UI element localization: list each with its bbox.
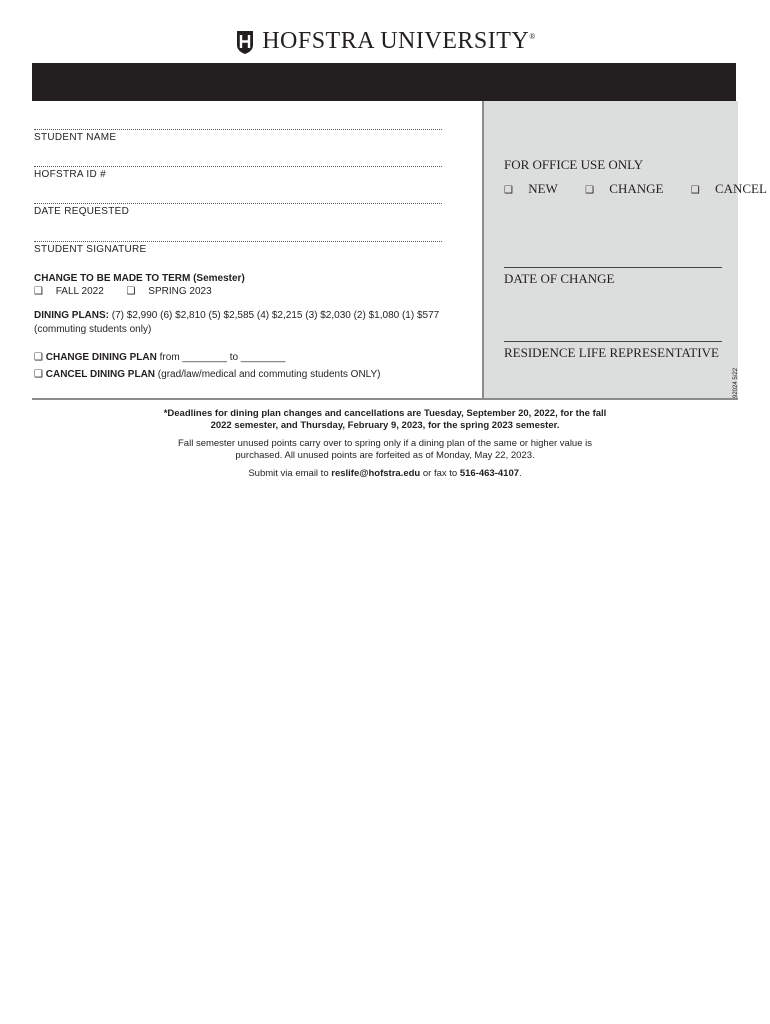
checkbox-icon[interactable]: ❑ bbox=[585, 185, 595, 196]
term-option-spring[interactable]: ❑ SPRING 2023 bbox=[126, 286, 212, 297]
email-link[interactable]: reslife@hofstra.edu bbox=[331, 468, 421, 479]
title-band bbox=[32, 63, 736, 101]
form-code: 92024 5/22 bbox=[733, 367, 739, 398]
date-of-change-label: DATE OF CHANGE bbox=[504, 271, 615, 286]
page-header bbox=[0, 28, 770, 60]
representative-line[interactable] bbox=[504, 341, 722, 342]
submit-note: Submit via email to reslife@hofstra.edu or fax to 516-463-4107. bbox=[248, 468, 522, 479]
student-signature-line[interactable] bbox=[34, 241, 442, 242]
dining-plans-text: DINING PLANS: (7) $2,990 (6) $2,810 (5) $2,585 (4) $2,215 (3) $2,030 (2) $1,080 (1) $577 (commuting students only) bbox=[34, 310, 440, 335]
hofstra-id-line[interactable] bbox=[34, 166, 442, 167]
representative-label: RESIDENCE LIFE REPRESENTATIVE bbox=[504, 345, 719, 360]
student-name-line[interactable] bbox=[34, 129, 442, 130]
notes-section bbox=[0, 408, 770, 486]
term-section-title: CHANGE TO BE MADE TO TERM (Semester) bbox=[34, 273, 245, 284]
date-requested-label: DATE REQUESTED bbox=[34, 206, 130, 217]
checkbox-icon[interactable]: ❑ bbox=[34, 369, 43, 380]
date-of-change-line[interactable] bbox=[504, 267, 722, 268]
change-dining-plan-option[interactable]: ❑ CHANGE DINING PLAN from ________ to ________ bbox=[34, 352, 286, 363]
hofstra-shield-icon bbox=[234, 29, 256, 55]
fax-number: 516-463-4107 bbox=[459, 468, 520, 479]
office-option-new[interactable]: ❑ NEW bbox=[504, 181, 558, 196]
unused-points-note: Fall semester unused points carry over to spring only if a dining plan of the same or higher value is purchased. All unused points are forfeited as of Monday, May 22, 2023. bbox=[178, 438, 592, 461]
deadline-note: *Deadlines for dining plan changes and cancellations are Tuesday, September 20, 2022, for the fall 2022 semester, and Thursday, February 9, 2023, for the spring 2023 semester. bbox=[163, 408, 607, 431]
office-use-panel bbox=[482, 101, 767, 400]
office-use-title: FOR OFFICE USE ONLY bbox=[504, 157, 644, 172]
date-requested-line[interactable] bbox=[34, 203, 442, 204]
checkbox-icon[interactable]: ❑ bbox=[126, 286, 136, 297]
checkbox-icon[interactable]: ❑ bbox=[34, 286, 43, 297]
student-name-label: STUDENT NAME bbox=[34, 132, 117, 143]
cancel-dining-plan-option[interactable]: ❑ CANCEL DINING PLAN (grad/law/medical and commuting students ONLY) bbox=[34, 369, 381, 380]
logo-text: HOFSTRA UNIVERSITY® bbox=[262, 28, 536, 54]
form-area bbox=[32, 101, 767, 400]
term-option-fall[interactable]: ❑ FALL 2022 bbox=[34, 286, 104, 297]
office-use-options bbox=[504, 181, 770, 197]
checkbox-icon[interactable]: ❑ bbox=[34, 352, 43, 363]
checkbox-icon[interactable]: ❑ bbox=[690, 185, 700, 196]
hofstra-logo bbox=[234, 28, 536, 55]
office-option-cancel[interactable]: ❑ CANCEL bbox=[690, 181, 767, 196]
student-signature-label: STUDENT SIGNATURE bbox=[34, 244, 147, 255]
student-section bbox=[32, 101, 482, 400]
term-options bbox=[34, 286, 232, 297]
hofstra-id-label: HOFSTRA ID # bbox=[34, 169, 106, 180]
office-option-change[interactable]: ❑ CHANGE bbox=[585, 181, 664, 196]
checkbox-icon[interactable]: ❑ bbox=[504, 185, 513, 196]
form-bottom-rule bbox=[32, 398, 484, 400]
